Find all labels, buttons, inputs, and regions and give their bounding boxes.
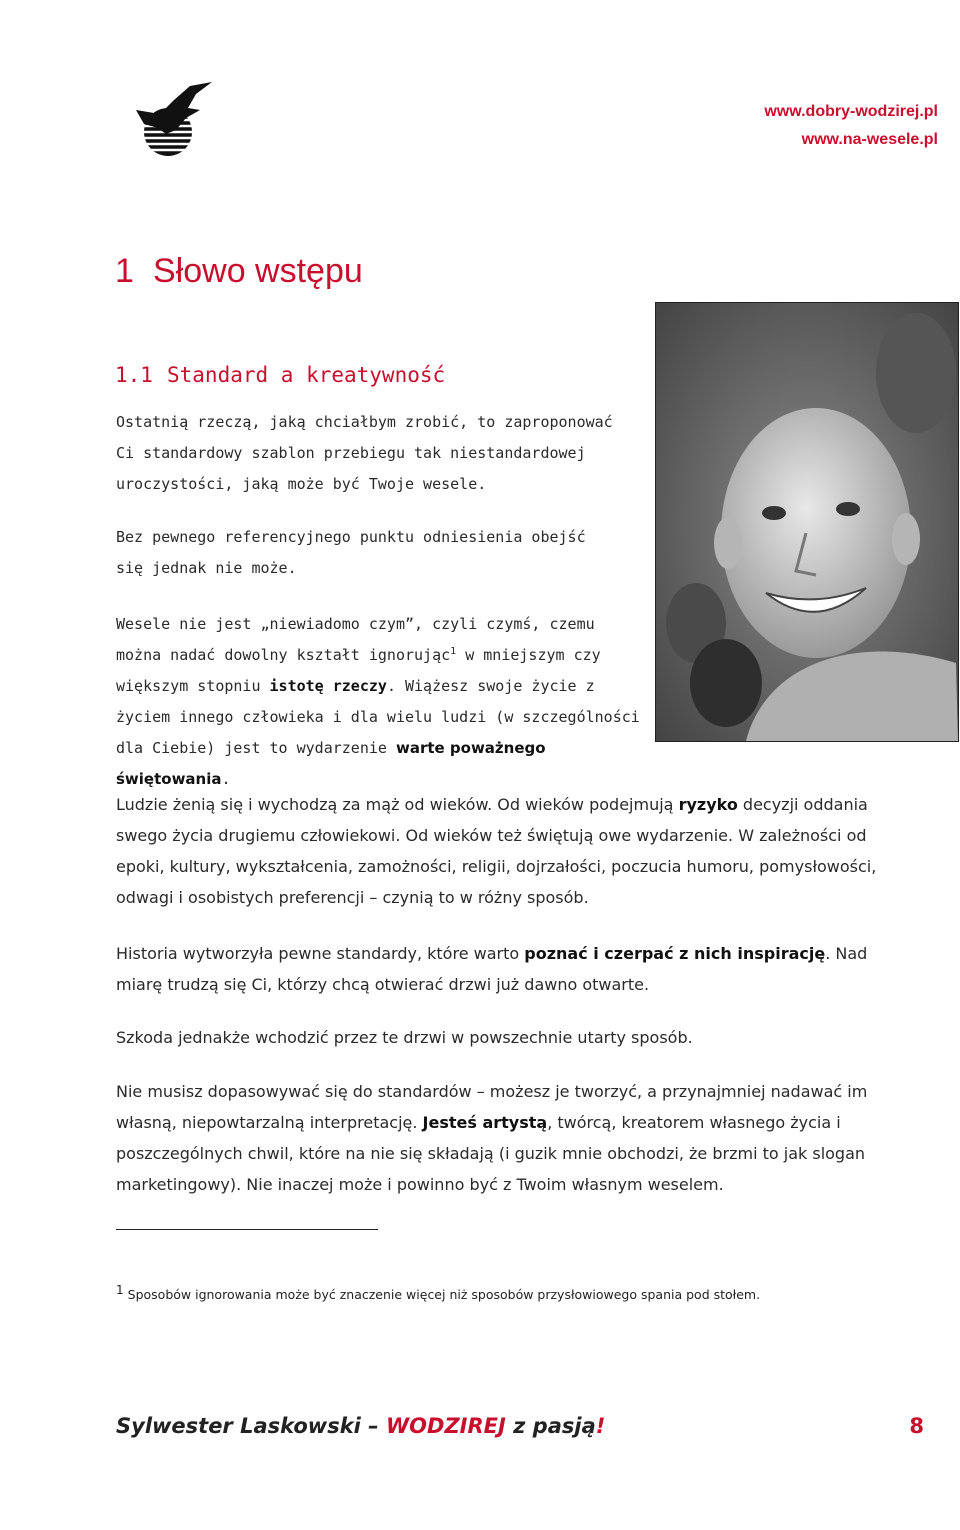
eagle-logo-icon — [130, 80, 214, 164]
chapter-number: 1 — [115, 252, 134, 290]
paragraph-6: Szkoda jednakże wchodzić przez te drzwi w powszechnie utarty sposób. — [116, 1028, 693, 1047]
paragraph-5-text-b: . Nad miarę trudzą się Ci, którzy chcą otwierać drzwi już dawno otwarte. — [116, 944, 868, 994]
header-links — [764, 98, 938, 154]
section-heading — [115, 363, 445, 387]
footer-tagline: z pasją — [505, 1414, 596, 1438]
footnote-ref[interactable]: 1 — [450, 646, 457, 657]
paragraph-4-text-a: Ludzie żenią się i wychodzą za mąż od wieków. Od wieków podejmują — [116, 795, 679, 814]
paragraph-3-text-d: . — [221, 770, 231, 788]
paragraph-3-bold-1: istotę rzeczy — [269, 677, 387, 695]
paragraph-4-bold-1: ryzyko — [678, 795, 738, 814]
footer-brand: WODZIREJ — [386, 1414, 506, 1438]
author-portrait — [655, 302, 959, 742]
page-number: 8 — [909, 1414, 924, 1438]
footnote-separator — [116, 1229, 378, 1230]
chapter-title: Słowo wstępu — [153, 252, 363, 290]
paragraph-7-text-b: , twórcą, kreatorem własnego życia i poszczególnych chwil, które na nie się składają (i guzik mnie obchodzi, że brzmi to jak slogan marketingowy). Nie inaczej może i powinno być z Twoim własnym weselem. — [116, 1113, 866, 1194]
footer-exclamation: ! — [595, 1414, 606, 1438]
footnote-text: Sposobów ignorowania może być znaczenie więcej niż sposobów przysłowiowego spania pod stołem. — [127, 1287, 761, 1303]
site-link-na-wesele[interactable]: www.na-wesele.pl — [801, 131, 938, 148]
paragraph-5 — [116, 938, 876, 1000]
footnote-mark: 1 — [116, 1283, 124, 1297]
paragraph-3-bold-2: warte poważnego świętowania — [116, 739, 546, 788]
section-title: Standard a kreatywność — [167, 363, 446, 387]
paragraph-4 — [116, 789, 916, 913]
section-number: 1.1 — [115, 363, 153, 387]
paragraph-5-bold-1: poznać i czerpać z nich inspirację — [524, 944, 826, 963]
paragraph-2: Bez pewnego referencyjnego punktu odniesienia obejść się jednak nie może. — [116, 528, 586, 577]
paragraph-1: Ostatnią rzeczą, jaką chciałbym zrobić, to zaproponować Ci standardowy szablon przebiegu tak niestandardowej uroczystości, jaką może być Twoje wesele. — [116, 413, 613, 493]
paragraph-7 — [116, 1076, 916, 1200]
site-link-dobry-wodzirej[interactable]: www.dobry-wodzirej.pl — [764, 103, 938, 120]
paragraph-3-text-c: . Wiążesz swoje życie z życiem innego człowieka i dla wielu ludzi (w szczególności dla Ciebie) jest to wydarzenie — [116, 677, 640, 757]
paragraph-3-text-b: w mniejszym czy większym stopniu — [116, 646, 601, 695]
footer-signature — [116, 1414, 605, 1438]
footnote — [116, 1283, 760, 1302]
paragraph-7-bold-1: Jesteś artystą — [422, 1113, 548, 1132]
paragraph-3 — [116, 609, 646, 795]
paragraph-5-text-a: Historia wytworzyła pewne standardy, które warto — [116, 944, 525, 963]
paragraph-4-text-b: decyzji oddania swego życia drugiemu człowiekowi. Od wieków też świętują owe wydarzenie. W zależności od epoki, kultury, wykształcenia, zamożności, religii, dojrzałości, poczucia humoru, pomysłowości, odwagi i osobistych preferencji – czynią to w różny sposób. — [116, 795, 877, 907]
paragraph-3-text-a: Wesele nie jest „niewiadomo czym”, czyli czymś, czemu można nadać dowolny kształt ignorując — [116, 615, 595, 664]
chapter-heading — [115, 252, 363, 291]
footer-author: Sylwester Laskowski – — [116, 1414, 386, 1438]
paragraph-7-text-a: Nie musisz dopasowywać się do standardów – możesz je tworzyć, a przynajmniej nadawać im własną, niepowtarzalną interpretację. — [116, 1082, 868, 1132]
